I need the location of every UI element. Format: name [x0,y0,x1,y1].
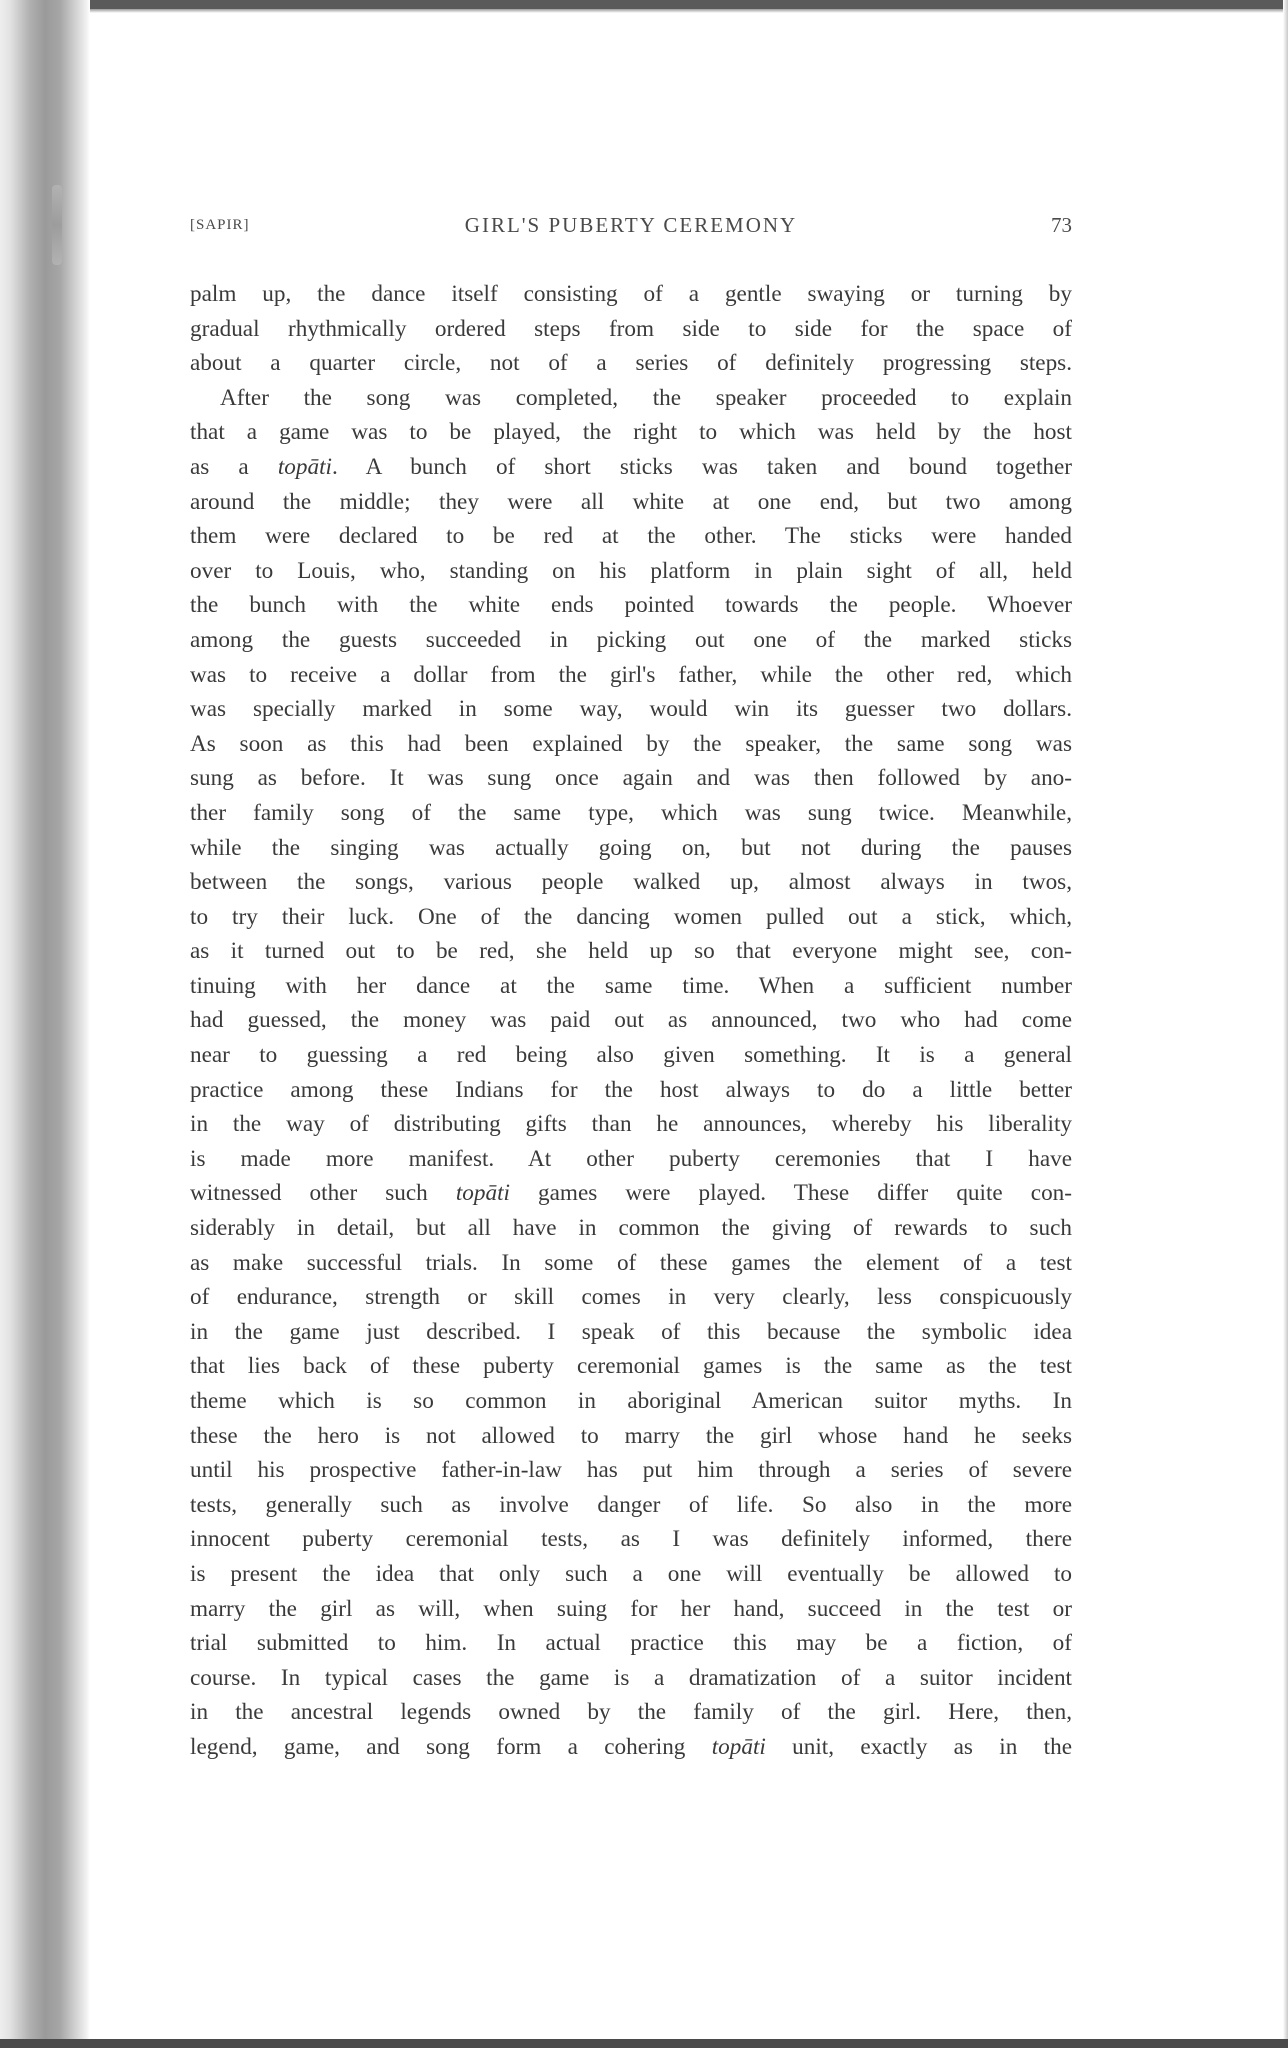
text-line-segment: in the game just described. I speak of this because the symbolic idea [190,1318,1072,1345]
text-line-segment: unit, exactly as in the [765,1733,1072,1760]
text-line-segment: them were declared to be red at the other. The sticks were handed [190,523,1072,550]
text-line [190,277,1072,312]
text-line [190,900,1072,935]
text-line-segment: siderably in detail, but all have in common the giving of rewards to such [190,1215,1072,1242]
running-head-author: [SAPIR] [190,217,250,233]
text-line-segment: practice among these Indians for the host always to do a little better [190,1076,1072,1103]
text-line-segment: in the ancestral legends owned by the family of the girl. Here, then, [190,1699,1072,1726]
text-line [190,1176,1072,1211]
text-line-segment: innocent puberty ceremonial tests, as I was definitely informed, there [190,1526,1072,1553]
text-line-segment: among the guests succeeded in picking out one of the marked sticks [190,626,1072,653]
text-line [190,692,1072,727]
text-line [190,1038,1072,1073]
text-line-segment: these the hero is not allowed to marry the girl whose hand he seeks [190,1422,1072,1449]
text-line [190,623,1072,658]
text-line-segment: of endurance, strength or skill comes in very clearly, less conspicuously [190,1284,1072,1311]
text-line-segment: near to guessing a red being also given something. It is a general [190,1042,1072,1069]
text-line [190,969,1072,1004]
text-line-segment: was specially marked in some way, would win its guesser two dollars. [190,696,1072,723]
text-line-segment: between the songs, various people walked up, almost always in twos, [190,869,1072,896]
text-line [190,1522,1072,1557]
text-line-segment: witnessed other such [190,1180,456,1207]
text-line [190,1626,1072,1661]
text-line [190,796,1072,831]
text-line-segment: trial submitted to him. In actual practice this may be a fiction, of [190,1630,1072,1657]
text-line [190,450,1072,485]
spine-mark [52,185,62,265]
text-line [190,1246,1072,1281]
text-line [190,1315,1072,1350]
text-line-segment: the bunch with the white ends pointed towards the people. Whoever [190,592,1072,619]
text-line [190,554,1072,589]
text-line [190,346,1072,381]
text-line-segment: as a [190,453,278,480]
text-line [190,934,1072,969]
text-line-segment: ther family song of the same type, which was sung twice. Meanwhile, [190,799,1072,826]
text-line-segment: sung as before. It was sung once again and was then followed by ano- [190,765,1072,792]
paragraph-lines [190,277,1072,1765]
text-line [190,1349,1072,1384]
page-content [190,213,1072,1765]
text-line [190,727,1072,762]
text-line [190,1557,1072,1592]
text-line-segment: . A bunch of short sticks was taken and bound together [331,453,1072,480]
text-line-segment: palm up, the dance itself consisting of a gentle swaying or turning by [190,281,1072,307]
text-line-segment: marry the girl as will, when suing for her hand, succeed in the test or [190,1595,1072,1622]
text-line [190,1280,1072,1315]
text-line-segment: legend, game, and song form a cohering [190,1733,712,1760]
text-line-segment: as make successful trials. In some of these games the element of a test [190,1249,1072,1276]
text-line-segment: that a game was to be played, the right to which was held by the host [190,419,1072,446]
text-line-segment: games were played. These differ quite con- [509,1180,1072,1207]
text-line-segment: tinuing with her dance at the same time. When a sufficient number [190,972,1072,999]
body-text [190,277,1072,1765]
text-line [190,312,1072,347]
text-line-segment: that lies back of these puberty ceremonial games is the same as the test [190,1353,1072,1380]
text-line-segment: was to receive a dollar from the girl's father, while the other red, which [190,661,1072,688]
scan-top-shadow [0,9,1288,13]
text-line [190,1695,1072,1730]
book-spine-shadow [0,0,90,2048]
text-line [190,1003,1072,1038]
text-line [190,1107,1072,1142]
text-line [190,831,1072,866]
text-line [190,1419,1072,1454]
text-line [190,1384,1072,1419]
text-line-segment: around the middle; they were all white at one end, but two among [190,488,1072,515]
italic-term: topāti [455,1180,510,1207]
running-head [190,213,1072,243]
text-line-segment: is present the idea that only such a one will eventually be allowed to [190,1560,1072,1587]
running-head-title: GIRL'S PUBERTY CEREMONY [464,213,798,237]
text-line [190,1073,1072,1108]
text-line [190,761,1072,796]
text-line-segment: while the singing was actually going on, but not during the pauses [190,834,1072,861]
text-line-segment: course. In typical cases the game is a dramatization of a suitor incident [190,1664,1072,1691]
text-line [190,1142,1072,1177]
text-line [190,588,1072,623]
text-line [190,658,1072,693]
text-line-segment: in the way of distributing gifts than he announces, whereby his liberality [190,1111,1072,1138]
text-line-segment: After the song was completed, the speaker proceeded to explain [220,384,1072,411]
text-line-segment: As soon as this had been explained by the speaker, the same song was [190,730,1072,757]
text-line [190,1453,1072,1488]
text-line-segment: until his prospective father-in-law has put him through a series of severe [190,1457,1072,1484]
scan-bottom-edge [0,2039,1288,2048]
text-line [190,1488,1072,1523]
text-line-segment: had guessed, the money was paid out as announced, two who had come [190,1007,1072,1034]
page-number: 73 [1051,213,1072,237]
text-line [190,1730,1072,1765]
italic-term: topāti [277,453,332,480]
scan-top-edge [0,0,1288,9]
text-line-segment: tests, generally such as involve danger of life. So also in the more [190,1491,1072,1518]
text-line [190,1661,1072,1696]
text-line-segment: about a quarter circle, not of a series of definitely progressing steps. [190,350,1072,377]
text-line-segment: to try their luck. One of the dancing women pulled out a stick, which, [190,903,1072,930]
text-line [190,519,1072,554]
text-line [190,485,1072,520]
text-line [190,381,1072,416]
text-line-segment: over to Louis, who, standing on his platform in plain sight of all, held [190,557,1072,584]
text-line [190,1592,1072,1627]
text-line [190,865,1072,900]
text-line-segment: theme which is so common in aboriginal American suitor myths. In [190,1388,1072,1414]
text-line-segment: gradual rhythmically ordered steps from side to side for the space of [190,315,1072,342]
text-line [190,1211,1072,1246]
italic-term: topāti [711,1733,766,1760]
text-line-segment: is made more manifest. At other puberty ceremonies that I have [190,1145,1072,1172]
scan-right-edge [1283,0,1288,2048]
text-line-segment: as it turned out to be red, she held up so that everyone might see, con- [190,938,1072,965]
text-line [190,415,1072,450]
